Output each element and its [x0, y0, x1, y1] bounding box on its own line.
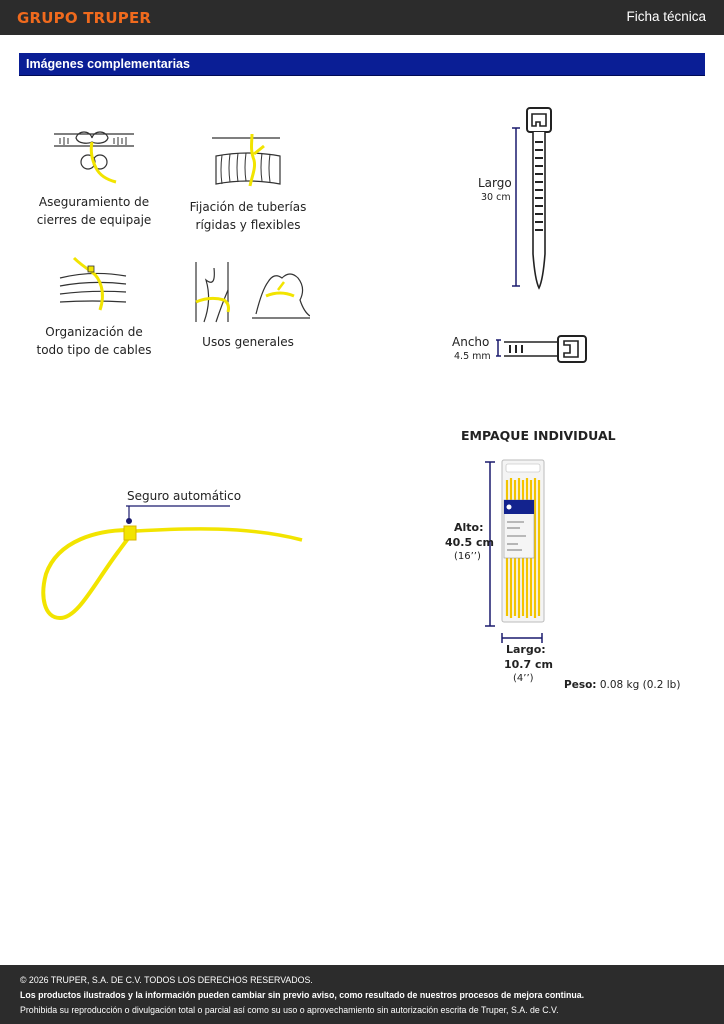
package-weight-value: 0.08 kg (0.2 lb) — [599, 679, 681, 691]
package-height-value: 40.5 cm — [445, 536, 494, 549]
footer — [0, 965, 724, 1024]
brand-logo: GRUPO TRUPER — [17, 9, 152, 27]
width-label: Ancho — [452, 335, 490, 349]
use-label-pipes: Fijación de tuberías rígidas y flexibles — [189, 200, 307, 232]
package-length-inches: (4’’) — [513, 673, 534, 684]
pipe-use-illustration — [212, 132, 284, 188]
general-use-illustration — [194, 260, 310, 324]
package-height-inches: (16’’) — [454, 551, 481, 562]
length-value: 30 cm — [481, 192, 511, 203]
top-bar — [0, 0, 724, 35]
package-illustration — [482, 456, 548, 648]
cable-tie-horizontal-illustration — [496, 330, 592, 368]
section-title: Imágenes complementarias — [26, 57, 190, 71]
section-header — [19, 53, 705, 76]
use-label-general: Usos generales — [202, 335, 294, 349]
package-length-value: 10.7 cm — [504, 658, 553, 671]
doc-type-label: Ficha técnica — [626, 9, 706, 24]
lock-callout: Seguro automático — [127, 489, 242, 503]
package-weight — [564, 679, 680, 691]
looped-tie-illustration — [38, 500, 310, 626]
footer-notice: Los productos ilustrados y la información pueden cambiar sin previo aviso, como resultado de nuestros procesos de mejora continua. — [20, 990, 585, 1000]
use-label-luggage: Aseguramiento de cierres de equipaje — [36, 195, 152, 227]
cable-tie-vertical-illustration — [510, 104, 570, 294]
package-title: EMPAQUE INDIVIDUAL — [461, 428, 616, 443]
use-label-cables: Organización de todo tipo de cables — [36, 325, 152, 357]
cable-use-illustration — [56, 252, 128, 314]
width-value: 4.5 mm — [454, 351, 491, 362]
footer-prohibition: Prohibida su reproducción o divulgación total o parcial así como su uso o aprovechamiento sin autorización escrita de Truper, S.A. de C.V. — [20, 1005, 559, 1015]
package-height-label: Alto: — [454, 521, 484, 534]
footer-copyright: © 2026 TRUPER, S.A. DE C.V. TODOS LOS DERECHOS RESERVADOS. — [20, 975, 313, 985]
package-weight-label: Peso: — [564, 679, 597, 691]
luggage-use-illustration — [52, 128, 138, 188]
length-label: Largo — [478, 176, 512, 190]
package-length-label: Largo: — [506, 643, 546, 656]
